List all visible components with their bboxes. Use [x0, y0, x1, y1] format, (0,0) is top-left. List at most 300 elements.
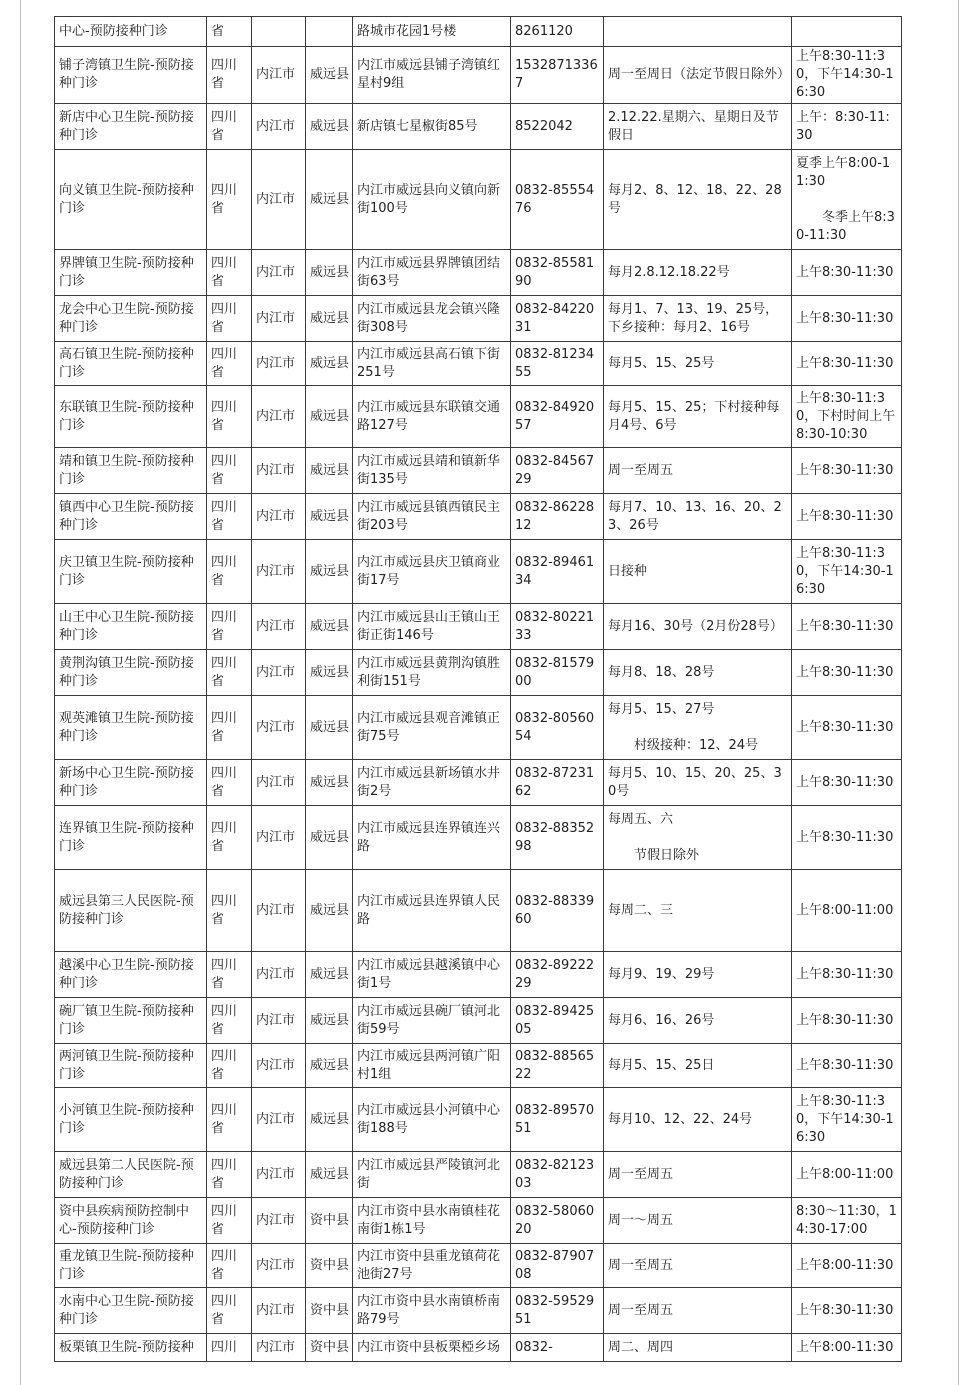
- city-text: 内江市: [256, 1257, 296, 1273]
- city-text: 内江市: [256, 310, 296, 326]
- phone-text: 0832-8422031: [515, 301, 595, 335]
- phone-text: 0832-8157900: [515, 655, 595, 689]
- schedule-hours-text: 上午8:30-11:30: [796, 310, 894, 326]
- county-text: 威远县: [310, 1012, 350, 1028]
- schedule-hours-cell: [792, 1088, 902, 1152]
- table-row: [55, 1244, 902, 1288]
- province-cell: [207, 1334, 252, 1362]
- province-text: 省: [211, 23, 225, 39]
- schedule-days-cell: [604, 806, 792, 870]
- schedule-days-cell: [604, 150, 792, 250]
- phone-text: 0832-8212303: [515, 1157, 595, 1191]
- schedule-days-text: 周一至周五: [608, 462, 674, 478]
- city-text: 内江市: [256, 1057, 296, 1073]
- address-cell: [353, 1198, 511, 1244]
- clinic-name-cell: [55, 448, 207, 494]
- province-text: 四川: [211, 1339, 238, 1355]
- city-cell: [252, 604, 306, 650]
- city-cell: [252, 952, 306, 998]
- address-cell: [353, 296, 511, 342]
- province-cell: [207, 342, 252, 386]
- county-text: 威远县: [310, 902, 350, 918]
- clinic-name-text: 东联镇卫生院-预防接种门诊: [59, 399, 194, 433]
- city-cell: [252, 540, 306, 604]
- county-cell: [306, 448, 353, 494]
- schedule-hours-text: 上午8:00-11:30: [796, 1257, 894, 1273]
- schedule-days-text: 周二、周四: [608, 1339, 674, 1355]
- address-cell: [353, 342, 511, 386]
- page-margin-line-left: [20, 0, 21, 1385]
- schedule-days-text: 周一至周五: [608, 1257, 674, 1273]
- address-cell: [353, 150, 511, 250]
- schedule-hours-text: 上午8:30-11:30: [796, 1057, 894, 1073]
- table-row: [55, 1198, 902, 1244]
- clinic-name-text: 界牌镇卫生院-预防接种门诊: [59, 255, 194, 289]
- phone-text: 0832-8723162: [515, 765, 595, 799]
- phone-cell: [511, 1044, 604, 1088]
- schedule-hours-cell: [792, 760, 902, 806]
- city-text: 内江市: [256, 966, 296, 982]
- province-cell: [207, 806, 252, 870]
- schedule-days-text: 周一至周五: [608, 1166, 674, 1182]
- county-text: 威远县: [310, 118, 350, 134]
- table-row: [55, 540, 902, 604]
- phone-text: 0832-8056054: [515, 710, 595, 744]
- address-text: 内江市资中县重龙镇荷花池街27号: [357, 1248, 501, 1282]
- province-cell: [207, 540, 252, 604]
- clinic-name-cell: [55, 104, 207, 150]
- city-text: 内江市: [256, 191, 296, 207]
- phone-text: 0832-8922229: [515, 957, 595, 991]
- phone-text: 0832-8856522: [515, 1048, 595, 1082]
- schedule-hours-cell: [792, 150, 902, 250]
- county-text: 威远县: [310, 563, 350, 579]
- phone-text: 0832-8835298: [515, 820, 595, 854]
- province-text: 四川省: [211, 1157, 238, 1191]
- address-text: 内江市威远县越溪镇中心街1号: [357, 957, 501, 991]
- city-cell: [252, 104, 306, 150]
- schedule-days-cell: [604, 386, 792, 448]
- schedule-hours-text: 上午8:30-11:30: [796, 355, 894, 371]
- schedule-hours-cell: [792, 1334, 902, 1362]
- city-cell: [252, 1334, 306, 1362]
- address-cell: [353, 998, 511, 1044]
- phone-text: 0832-5806020: [515, 1203, 595, 1237]
- county-cell: [306, 1044, 353, 1088]
- phone-text: 0832-5952951: [515, 1293, 595, 1327]
- province-cell: [207, 386, 252, 448]
- city-cell: [252, 650, 306, 696]
- county-text: 威远县: [310, 774, 350, 790]
- county-text: 威远县: [310, 191, 350, 207]
- schedule-days-cell: [604, 1244, 792, 1288]
- city-cell: [252, 696, 306, 760]
- schedule-days-cell: [604, 1088, 792, 1152]
- province-cell: [207, 250, 252, 296]
- schedule-days-cell: [604, 604, 792, 650]
- county-text: 威远县: [310, 508, 350, 524]
- schedule-hours-text: 上午8:00-11:00: [796, 1166, 894, 1182]
- clinic-name-cell: [55, 1044, 207, 1088]
- schedule-days-cell: [604, 1152, 792, 1198]
- address-text: 内江市资中县水南镇桥南路79号: [357, 1293, 501, 1327]
- province-cell: [207, 296, 252, 342]
- table-row: [55, 1334, 902, 1362]
- province-text: 四川省: [211, 58, 238, 91]
- city-cell: [252, 448, 306, 494]
- schedule-days-cell: [604, 47, 792, 104]
- phone-cell: [511, 47, 604, 104]
- clinic-name-text: 镇西中心卫生院-预防接种门诊: [59, 499, 194, 533]
- city-text: 内江市: [256, 618, 296, 634]
- schedule-hours-cell: [792, 870, 902, 952]
- phone-cell: [511, 1152, 604, 1198]
- schedule-hours-text: 上午8:30-11:30: [796, 774, 894, 790]
- county-text: 威远县: [310, 1057, 350, 1073]
- schedule-hours-cell: [792, 296, 902, 342]
- city-text: 内江市: [256, 1166, 296, 1182]
- phone-cell: [511, 604, 604, 650]
- phone-cell: [511, 494, 604, 540]
- county-cell: [306, 342, 353, 386]
- table-body: [55, 17, 902, 1362]
- schedule-days-text: 每月2、8、12、18、22、28号: [608, 182, 782, 216]
- clinic-name-cell: [55, 696, 207, 760]
- address-text: 内江市威远县连界镇人民路: [357, 893, 501, 927]
- city-cell: [252, 342, 306, 386]
- province-cell: [207, 1198, 252, 1244]
- schedule-hours-cell: [792, 650, 902, 696]
- city-text: 内江市: [256, 1212, 296, 1228]
- schedule-days-text: 周一至周五: [608, 1302, 674, 1318]
- phone-cell: [511, 250, 604, 296]
- clinic-name-cell: [55, 1088, 207, 1152]
- schedule-hours-text: 上午8:30-11:30，下午14:30-16:30: [796, 1093, 894, 1145]
- city-cell: [252, 1088, 306, 1152]
- schedule-hours-text: 上午8:30-11:30，下村时间上午8:30-10:30: [796, 390, 896, 442]
- clinic-name-text: 新店中心卫生院-预防接种门诊: [59, 109, 194, 143]
- table-row: [55, 342, 902, 386]
- province-text: 四川省: [211, 1203, 238, 1237]
- clinic-name-cell: [55, 650, 207, 696]
- table-row: [55, 696, 902, 760]
- phone-text: 8522042: [515, 118, 573, 134]
- address-text: 内江市威远县小河镇中心街188号: [357, 1102, 501, 1136]
- phone-text: 0832-8833960: [515, 893, 595, 927]
- schedule-days-text: 每月10、12、22、24号: [608, 1111, 753, 1127]
- schedule-hours-text: 上午8:30-11:30，下午14:30-16:30: [796, 49, 894, 100]
- city-cell: [252, 760, 306, 806]
- county-cell: [306, 1334, 353, 1362]
- address-text: 内江市威远县铺子湾镇红星村9组: [357, 58, 501, 91]
- county-text: 威远县: [310, 664, 350, 680]
- city-cell: [252, 150, 306, 250]
- table-row: [55, 952, 902, 998]
- schedule-days-text: 周一至周日（法定节假日除外）: [608, 67, 791, 82]
- county-cell: [306, 494, 353, 540]
- province-text: 四川省: [211, 609, 238, 643]
- province-cell: [207, 1088, 252, 1152]
- schedule-hours-cell: [792, 250, 902, 296]
- province-text: 四川省: [211, 820, 238, 854]
- city-text: 内江市: [256, 408, 296, 424]
- schedule-days-text: 每月5、10、15、20、25、30号: [608, 765, 782, 799]
- schedule-days-cell: [604, 760, 792, 806]
- address-text: 内江市威远县山王镇山王街正街146号: [357, 609, 501, 643]
- clinic-name-cell: [55, 540, 207, 604]
- province-text: 四川省: [211, 1248, 238, 1282]
- address-text: 内江市威远县两河镇广阳村1组: [357, 1048, 501, 1082]
- schedule-days-cell: [604, 250, 792, 296]
- province-cell: [207, 952, 252, 998]
- clinic-name-text: 越溪中心卫生院-预防接种门诊: [59, 957, 194, 991]
- schedule-hours-cell: [792, 806, 902, 870]
- city-cell: [252, 1152, 306, 1198]
- clinic-name-text: 黄荆沟镇卫生院-预防接种门诊: [59, 655, 194, 689]
- vaccination-clinic-table: [54, 16, 902, 1362]
- phone-cell: [511, 952, 604, 998]
- phone-text: 0832-8622812: [515, 499, 595, 533]
- county-cell: [306, 1198, 353, 1244]
- schedule-hours-text: 上午8:30-11:30: [796, 664, 894, 680]
- clinic-name-cell: [55, 1334, 207, 1362]
- phone-cell: [511, 386, 604, 448]
- city-cell: [252, 870, 306, 952]
- address-text: 内江市威远县龙会镇兴隆街308号: [357, 301, 501, 335]
- city-text: 内江市: [256, 508, 296, 524]
- province-cell: [207, 1288, 252, 1334]
- province-cell: [207, 448, 252, 494]
- clinic-name-text: 小河镇卫生院-预防接种门诊: [59, 1102, 194, 1136]
- county-cell: [306, 696, 353, 760]
- province-text: 四川省: [211, 453, 238, 487]
- schedule-days-text: 每周五、六 节假日除外: [608, 811, 700, 863]
- schedule-hours-cell: [792, 342, 902, 386]
- schedule-days-cell: [604, 296, 792, 342]
- province-text: 四川省: [211, 1102, 238, 1136]
- page-margin-line-right: [958, 0, 959, 1385]
- city-text: 内江市: [256, 118, 296, 134]
- table-row: [55, 806, 902, 870]
- table-row: [55, 1288, 902, 1334]
- address-text: 内江市威远县黄荆沟镇胜利街151号: [357, 655, 501, 689]
- clinic-name-text: 山王中心卫生院-预防接种门诊: [59, 609, 194, 643]
- schedule-days-text: 每月9、19、29号: [608, 966, 715, 982]
- clinic-name-cell: [55, 952, 207, 998]
- city-cell: [252, 296, 306, 342]
- province-text: 四川省: [211, 1048, 238, 1082]
- schedule-days-cell: [604, 17, 792, 47]
- city-text: 内江市: [256, 902, 296, 918]
- clinic-name-cell: [55, 1244, 207, 1288]
- schedule-hours-text: 上午8:30-11:30: [796, 1302, 894, 1318]
- clinic-name-text: 铺子湾镇卫生院-预防接种门诊: [59, 58, 194, 91]
- phone-cell: [511, 342, 604, 386]
- address-cell: [353, 1288, 511, 1334]
- address-cell: [353, 952, 511, 998]
- province-text: 四川省: [211, 1293, 238, 1327]
- schedule-days-cell: [604, 540, 792, 604]
- city-text: 内江市: [256, 1302, 296, 1318]
- schedule-days-cell: [604, 952, 792, 998]
- county-text: 威远县: [310, 408, 350, 424]
- phone-cell: [511, 17, 604, 47]
- address-cell: [353, 104, 511, 150]
- province-cell: [207, 604, 252, 650]
- city-cell: [252, 1198, 306, 1244]
- schedule-hours-text: 上午8:30-11:30: [796, 462, 894, 478]
- city-cell: [252, 1288, 306, 1334]
- address-text: 新店镇七星椒街85号: [357, 118, 478, 134]
- province-cell: [207, 650, 252, 696]
- city-text: 内江市: [256, 774, 296, 790]
- clinic-name-cell: [55, 760, 207, 806]
- schedule-days-text: 每月5、15、25；下村接种每月4号、6号: [608, 399, 780, 433]
- county-cell: [306, 870, 353, 952]
- address-cell: [353, 806, 511, 870]
- schedule-days-text: 每月7、10、13、16、20、23、26号: [608, 499, 782, 533]
- province-cell: [207, 696, 252, 760]
- address-cell: [353, 1088, 511, 1152]
- address-text: 内江市资中县板栗椏乡场: [357, 1339, 501, 1355]
- province-text: 四川省: [211, 109, 238, 143]
- schedule-days-text: 周一～周五: [608, 1212, 674, 1228]
- phone-text: 0832-8957051: [515, 1102, 595, 1136]
- address-text: 内江市威远县庆卫镇商业街17号: [357, 554, 501, 588]
- schedule-days-text: 每周二、三: [608, 902, 674, 918]
- table-row: [55, 1152, 902, 1198]
- phone-cell: [511, 150, 604, 250]
- city-text: 内江市: [256, 1111, 296, 1127]
- clinic-name-text: 向义镇卫生院-预防接种门诊: [59, 182, 194, 216]
- phone-cell: [511, 806, 604, 870]
- phone-text: 0832-8555476: [515, 182, 595, 216]
- table-row: [55, 1044, 902, 1088]
- schedule-hours-cell: [792, 952, 902, 998]
- schedule-days-text: 每月8、18、28号: [608, 664, 715, 680]
- phone-text: 0832-8558190: [515, 255, 595, 289]
- county-cell: [306, 250, 353, 296]
- address-cell: [353, 494, 511, 540]
- clinic-name-cell: [55, 250, 207, 296]
- province-text: 四川省: [211, 499, 238, 533]
- schedule-days-cell: [604, 650, 792, 696]
- address-text: 内江市威远县靖和镇新华街135号: [357, 453, 501, 487]
- province-text: 四川省: [211, 255, 238, 289]
- address-cell: [353, 696, 511, 760]
- address-cell: [353, 760, 511, 806]
- county-text: 威远县: [310, 829, 350, 845]
- county-cell: [306, 806, 353, 870]
- address-text: 内江市资中县水南镇桂花南街1栋1号: [357, 1203, 501, 1237]
- address-text: 内江市威远县新场镇水井街2号: [357, 765, 501, 799]
- county-text: 威远县: [310, 1111, 350, 1127]
- clinic-name-text: 水南中心卫生院-预防接种门诊: [59, 1293, 194, 1327]
- county-cell: [306, 296, 353, 342]
- address-cell: [353, 604, 511, 650]
- clinic-name-text: 重龙镇卫生院-预防接种门诊: [59, 1248, 194, 1282]
- address-text: 内江市威远县严陵镇河北街: [357, 1157, 501, 1191]
- phone-cell: [511, 1288, 604, 1334]
- clinic-name-cell: [55, 1198, 207, 1244]
- county-text: 威远县: [310, 264, 350, 280]
- table-row: [55, 604, 902, 650]
- clinic-name-text: 连界镇卫生院-预防接种门诊: [59, 820, 194, 854]
- schedule-days-cell: [604, 1334, 792, 1362]
- city-text: 内江市: [256, 563, 296, 579]
- county-cell: [306, 1288, 353, 1334]
- schedule-hours-text: 上午8:30-11:30: [796, 719, 894, 735]
- province-text: 四川省: [211, 1003, 238, 1037]
- schedule-days-cell: [604, 696, 792, 760]
- province-text: 四川省: [211, 346, 238, 380]
- phone-cell: [511, 1198, 604, 1244]
- city-cell: [252, 806, 306, 870]
- clinic-name-cell: [55, 150, 207, 250]
- province-cell: [207, 1044, 252, 1088]
- schedule-days-text: 每月16、30号（2月份28号）: [608, 618, 783, 634]
- table-row: [55, 650, 902, 696]
- schedule-hours-cell: [792, 604, 902, 650]
- province-text: 四川省: [211, 554, 238, 588]
- clinic-name-text: 观英滩镇卫生院-预防接种门诊: [59, 710, 194, 744]
- schedule-hours-text: 上午8:30-11:30: [796, 966, 894, 982]
- city-text: 内江市: [256, 829, 296, 845]
- schedule-hours-cell: [792, 47, 902, 104]
- city-text: 内江市: [256, 67, 296, 82]
- phone-cell: [511, 296, 604, 342]
- city-text: 内江市: [256, 719, 296, 735]
- phone-cell: [511, 650, 604, 696]
- province-text: 四川省: [211, 655, 238, 689]
- address-text: 内江市威远县界牌镇团结街63号: [357, 255, 501, 289]
- county-text: 威远县: [310, 355, 350, 371]
- phone-cell: [511, 1088, 604, 1152]
- schedule-hours-cell: [792, 1288, 902, 1334]
- clinic-name-cell: [55, 47, 207, 104]
- schedule-hours-cell: [792, 1198, 902, 1244]
- province-cell: [207, 494, 252, 540]
- clinic-name-cell: [55, 296, 207, 342]
- schedule-hours-text: 上午8:30-11:30: [796, 829, 894, 845]
- county-cell: [306, 386, 353, 448]
- table-row: [55, 1088, 902, 1152]
- address-cell: [353, 448, 511, 494]
- clinic-name-cell: [55, 342, 207, 386]
- county-text: 威远县: [310, 966, 350, 982]
- schedule-days-cell: [604, 104, 792, 150]
- county-cell: [306, 540, 353, 604]
- table-row: [55, 104, 902, 150]
- phone-cell: [511, 696, 604, 760]
- county-cell: [306, 150, 353, 250]
- schedule-days-text: 每月5、15、27号 村级接种：12、24号: [608, 701, 759, 753]
- address-text: 内江市威远县镇西镇民主街203号: [357, 499, 501, 533]
- city-cell: [252, 250, 306, 296]
- table-row: [55, 494, 902, 540]
- phone-cell: [511, 1244, 604, 1288]
- phone-cell: [511, 870, 604, 952]
- county-text: 威远县: [310, 67, 350, 82]
- schedule-days-text: 日接种: [608, 563, 648, 579]
- schedule-days-cell: [604, 494, 792, 540]
- county-cell: [306, 760, 353, 806]
- schedule-days-text: 每月1、7、13、19、25号，下乡接种：每月2、16号: [608, 301, 779, 335]
- schedule-days-text: 2.12.22.星期六、星期日及节假日: [608, 109, 779, 143]
- clinic-name-cell: [55, 1152, 207, 1198]
- city-text: 内江市: [256, 1012, 296, 1028]
- province-cell: [207, 47, 252, 104]
